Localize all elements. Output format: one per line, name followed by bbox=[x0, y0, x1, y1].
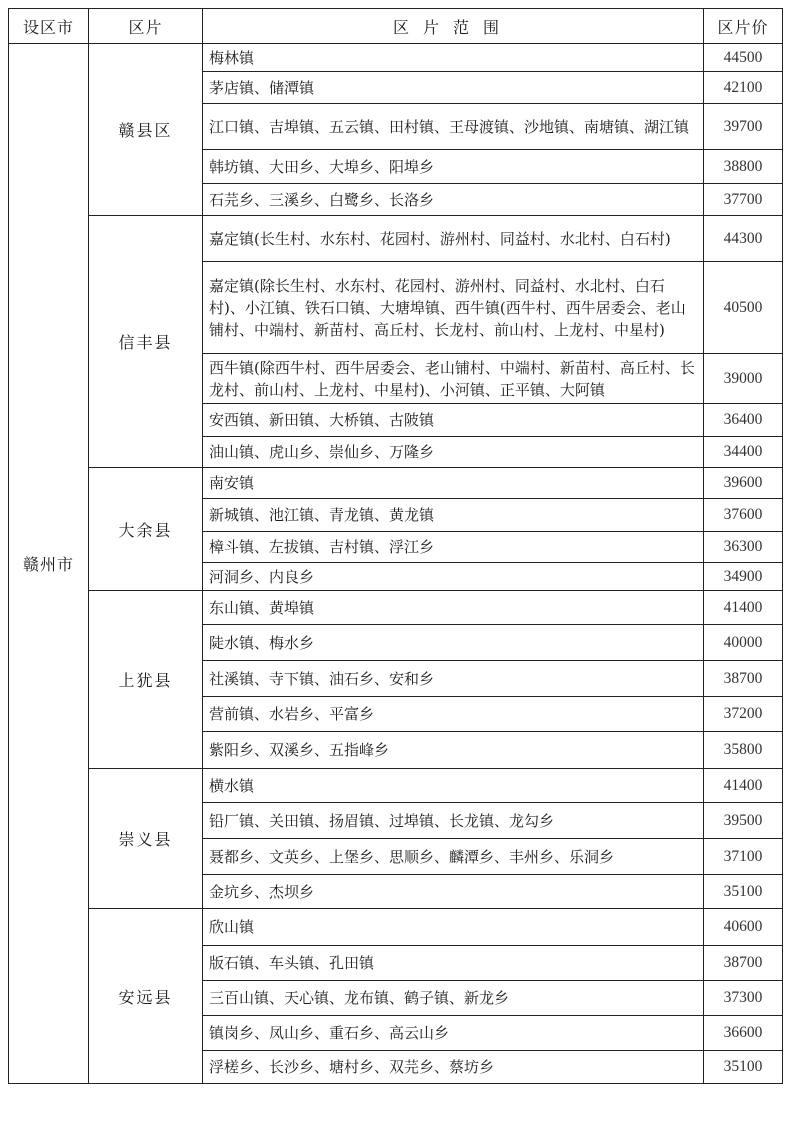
range-cell: 三百山镇、天心镇、龙布镇、鹤子镇、新龙乡 bbox=[203, 981, 704, 1016]
range-cell: 南安镇 bbox=[203, 468, 704, 499]
range-cell: 社溪镇、寺下镇、油石乡、安和乡 bbox=[203, 661, 704, 697]
header-price: 区片价 bbox=[704, 9, 783, 44]
district-cell: 上犹县 bbox=[89, 591, 203, 769]
district-cell: 崇义县 bbox=[89, 769, 203, 909]
price-cell: 39500 bbox=[704, 803, 783, 839]
price-cell: 40000 bbox=[704, 625, 783, 661]
range-cell: 镇岗乡、凤山乡、重石乡、高云山乡 bbox=[203, 1016, 704, 1051]
range-cell: 西牛镇(除西牛村、西牛居委会、老山铺村、中端村、新苗村、高丘村、长龙村、前山村、上龙村、中星村)、小河镇、正平镇、大阿镇 bbox=[203, 354, 704, 404]
price-cell: 37100 bbox=[704, 839, 783, 875]
price-cell: 37200 bbox=[704, 697, 783, 732]
range-cell: 版石镇、车头镇、孔田镇 bbox=[203, 946, 704, 981]
range-cell: 安西镇、新田镇、大桥镇、古陂镇 bbox=[203, 404, 704, 437]
range-cell: 铅厂镇、关田镇、扬眉镇、过埠镇、长龙镇、龙勾乡 bbox=[203, 803, 704, 839]
price-cell: 36300 bbox=[704, 532, 783, 563]
range-cell: 茅店镇、储潭镇 bbox=[203, 72, 704, 104]
range-cell: 横水镇 bbox=[203, 769, 704, 803]
district-cell: 大余县 bbox=[89, 468, 203, 591]
price-cell: 36400 bbox=[704, 404, 783, 437]
price-cell: 39700 bbox=[704, 104, 783, 150]
price-cell: 37300 bbox=[704, 981, 783, 1016]
table-row bbox=[9, 468, 783, 499]
range-cell: 嘉定镇(长生村、水东村、花园村、游州村、同益村、水北村、白石村) bbox=[203, 216, 704, 262]
price-cell: 35800 bbox=[704, 732, 783, 769]
table-row bbox=[9, 769, 783, 803]
range-cell: 樟斗镇、左拔镇、吉村镇、浮江乡 bbox=[203, 532, 704, 563]
price-cell: 42100 bbox=[704, 72, 783, 104]
price-cell: 39600 bbox=[704, 468, 783, 499]
district-cell: 安远县 bbox=[89, 909, 203, 1084]
range-cell: 江口镇、吉埠镇、五云镇、田村镇、王母渡镇、沙地镇、南塘镇、湖江镇 bbox=[203, 104, 704, 150]
price-cell: 34900 bbox=[704, 563, 783, 591]
table-row bbox=[9, 44, 783, 72]
price-cell: 34400 bbox=[704, 437, 783, 468]
range-cell: 金坑乡、杰坝乡 bbox=[203, 875, 704, 909]
price-cell: 40500 bbox=[704, 262, 783, 354]
district-cell: 信丰县 bbox=[89, 216, 203, 468]
price-cell: 39000 bbox=[704, 354, 783, 404]
table-body bbox=[9, 44, 783, 1084]
price-cell: 38700 bbox=[704, 946, 783, 981]
price-cell: 36600 bbox=[704, 1016, 783, 1051]
range-cell: 欣山镇 bbox=[203, 909, 704, 946]
header-range: 区片范围 bbox=[203, 9, 704, 44]
range-cell: 聂都乡、文英乡、上堡乡、思顺乡、麟潭乡、丰州乡、乐洞乡 bbox=[203, 839, 704, 875]
price-cell: 41400 bbox=[704, 769, 783, 803]
range-cell: 紫阳乡、双溪乡、五指峰乡 bbox=[203, 732, 704, 769]
price-cell: 37600 bbox=[704, 499, 783, 532]
range-cell: 河洞乡、内良乡 bbox=[203, 563, 704, 591]
table-row bbox=[9, 591, 783, 625]
range-cell: 营前镇、水岩乡、平富乡 bbox=[203, 697, 704, 732]
range-cell: 陡水镇、梅水乡 bbox=[203, 625, 704, 661]
price-cell: 38800 bbox=[704, 150, 783, 184]
price-cell: 35100 bbox=[704, 1051, 783, 1084]
range-cell: 油山镇、虎山乡、崇仙乡、万隆乡 bbox=[203, 437, 704, 468]
price-cell: 38700 bbox=[704, 661, 783, 697]
price-cell: 37700 bbox=[704, 184, 783, 216]
price-cell: 40600 bbox=[704, 909, 783, 946]
range-cell: 东山镇、黄埠镇 bbox=[203, 591, 704, 625]
range-cell: 石芫乡、三溪乡、白鹭乡、长洛乡 bbox=[203, 184, 704, 216]
city-cell: 赣州市 bbox=[9, 44, 89, 1084]
land-price-table bbox=[8, 8, 783, 1084]
range-cell: 嘉定镇(除长生村、水东村、花园村、游州村、同益村、水北村、白石村)、小江镇、铁石口镇、大塘埠镇、西牛镇(西牛村、西牛居委会、老山铺村、中端村、新苗村、高丘村、长龙村、前山村、上龙村、中星村) bbox=[203, 262, 704, 354]
price-cell: 35100 bbox=[704, 875, 783, 909]
header-district: 区片 bbox=[89, 9, 203, 44]
range-cell: 韩坊镇、大田乡、大埠乡、阳埠乡 bbox=[203, 150, 704, 184]
table-row bbox=[9, 216, 783, 262]
price-cell: 41400 bbox=[704, 591, 783, 625]
price-cell: 44500 bbox=[704, 44, 783, 72]
range-cell: 浮槎乡、长沙乡、塘村乡、双芫乡、蔡坊乡 bbox=[203, 1051, 704, 1084]
range-cell: 梅林镇 bbox=[203, 44, 704, 72]
district-cell: 赣县区 bbox=[89, 44, 203, 216]
range-cell: 新城镇、池江镇、青龙镇、黄龙镇 bbox=[203, 499, 704, 532]
price-cell: 44300 bbox=[704, 216, 783, 262]
table-row bbox=[9, 909, 783, 946]
header-city: 设区市 bbox=[9, 9, 89, 44]
price-table-container bbox=[8, 8, 782, 1084]
header-row bbox=[9, 9, 783, 44]
